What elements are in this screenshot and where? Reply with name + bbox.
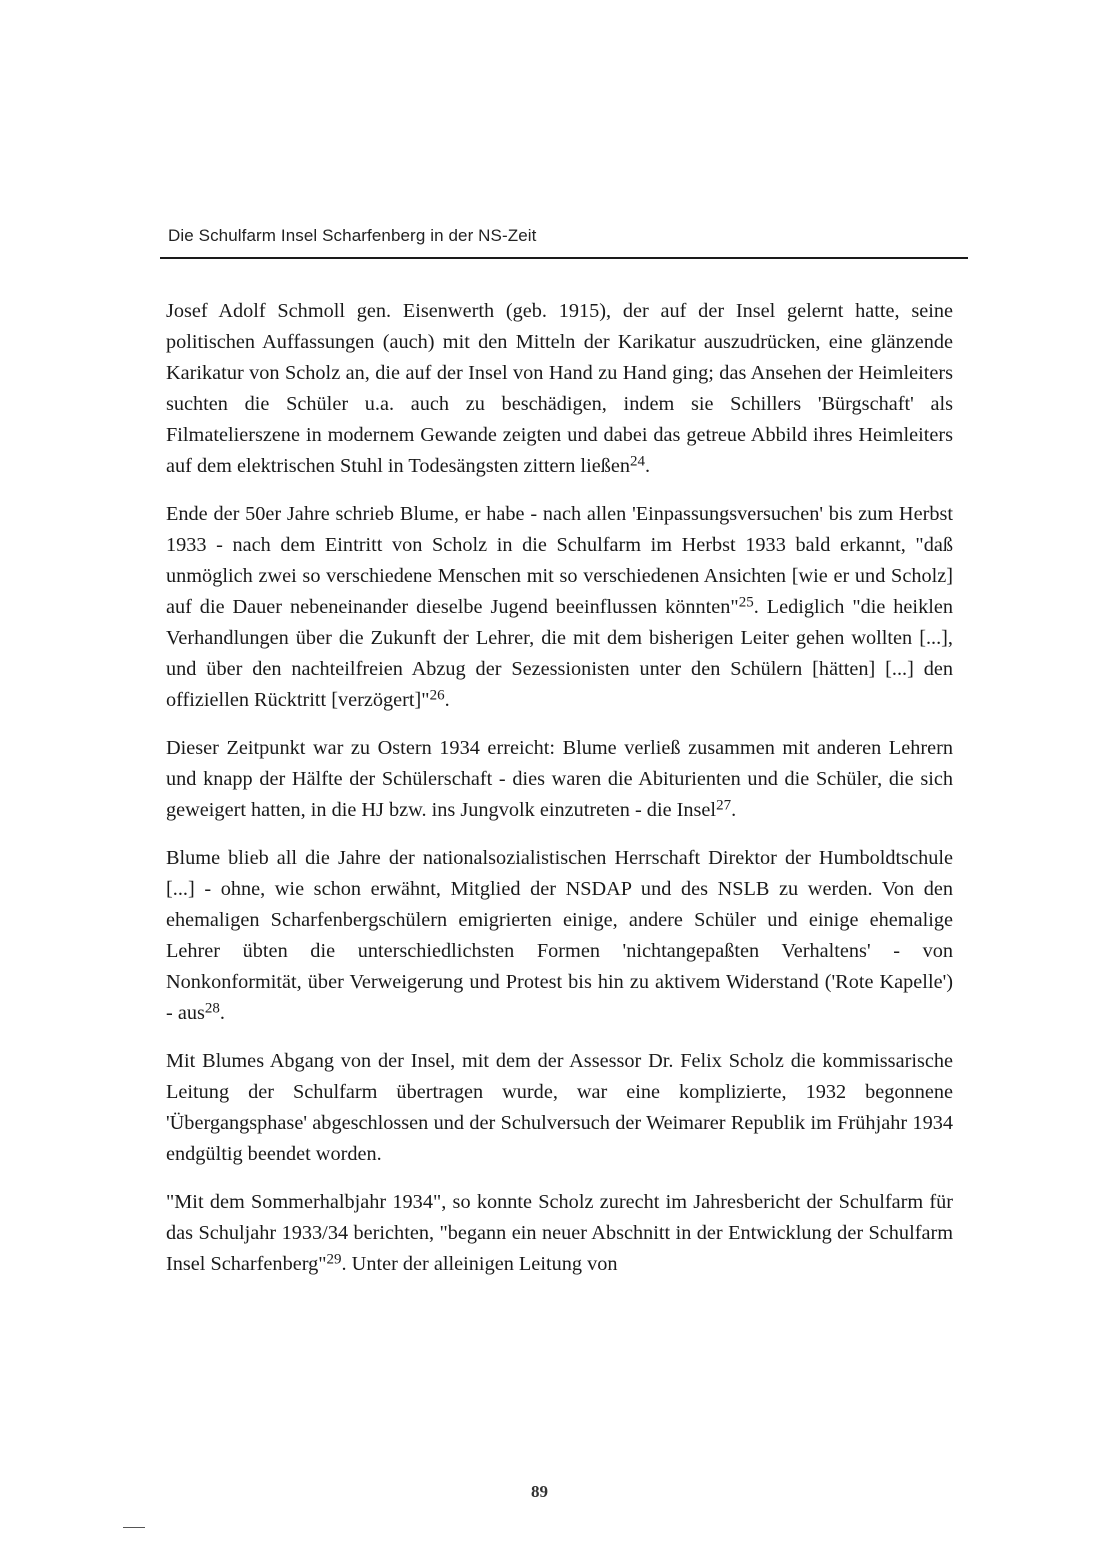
paragraph-tail: . <box>731 799 737 821</box>
paragraph-tail: . <box>644 455 651 477</box>
footnote-ref: 27 <box>716 797 732 814</box>
paragraph-text: Blume blieb all die Jahre der nationalsozialistischen Herrschaft Direktor der Humboldtschule [...] - ohne, wie schon erwähnt, Mitglied der NSDAP und des NSLB zu werden. Von den ehemaligen Scharfenbergschülern emigrierten einige, andere Schüler und einige ehemalige Lehrer übten die unterschiedlichsten Formen 'nichtangepaßten Verhaltens' - von Nonkonformität, über Verweigerung und Protest bis hin zu aktivem Widerstand ('Rote Kapelle') - aus <box>166 847 953 1024</box>
paragraph-text: . Unter der alleinigen Leitung von <box>341 1253 618 1275</box>
paragraph-text: Ende der 50er Jahre schrieb Blume, er habe - nach allen 'Einpassungsversuchen' bis zum Herbst 1933 - nach dem Eintritt von Scholz in die Schulfarm im Herbst 1933 bald erkannt, "daß unmöglich zwei so verschiedene Menschen mit so verschiedenen Ansichten [wie er und Scholz] auf die Dauer nebeneinander dieselbe Jugend beeinflussen könnten" <box>166 503 953 618</box>
footnote-ref: 29 <box>326 1251 342 1268</box>
footnote-ref: 25 <box>738 594 754 611</box>
paragraph-text: "Mit dem Sommerhalbjahr 1934", so konnte Scholz zurecht im Jahresbericht der Schulfarm für das Schuljahr 1933/34 berichten, "begann ein neuer Abschnitt in der Entwicklung der Schulfarm Insel Scharfenberg" <box>166 1191 953 1275</box>
footnote-ref: 28 <box>204 1000 220 1017</box>
paragraph-text: Mit Blumes Abgang von der Insel, mit dem der Assessor Dr. Felix Scholz die kommissarische Leitung der Schulfarm übertragen wurde, war eine komplizierte, 1932 begonnene 'Übergangsphase' abgeschlossen und der Schulversuch der Weimarer Republik im Frühjahr 1934 endgültig beendet worden. <box>166 1050 953 1165</box>
footnote-ref: 26 <box>429 687 445 704</box>
paragraph-tail: . <box>444 689 450 711</box>
running-header: Die Schulfarm Insel Scharfenberg in der NS-Zeit <box>168 226 537 245</box>
paragraph <box>166 1046 953 1170</box>
header-rule <box>160 257 968 259</box>
paragraph <box>166 296 953 482</box>
paragraph <box>166 499 953 716</box>
paragraph-text: Dieser Zeitpunkt war zu Ostern 1934 erreicht: Blume verließ zusammen mit anderen Lehrern und knapp der Hälfte der Schülerschaft - dies waren die Abiturienten und die Schüler, die sich geweigert hatten, in die HJ bzw. ins Jungvolk einzutreten - die Insel <box>166 737 953 821</box>
page-number: 89 <box>531 1482 548 1501</box>
paragraph <box>166 1187 953 1280</box>
paragraph-text: Josef Adolf Schmoll gen. Eisenwerth (geb. 1915), der auf der Insel gelernt hatte, seine politischen Auffassungen (auch) mit den Mitteln der Karikatur auszudrücken, eine glänzende Karikatur von Scholz an, die auf der Insel von Hand zu Hand ging; das Ansehen der Heimleiters suchten die Schüler u.a. auch zu beschädigen, indem sie Schillers 'Bürgschaft' als Filmatelierszene in modernem Gewande zeigten und dabei das getreue Abbild ihres Heimleiters auf dem elektrischen Stuhl in Todesängsten zittern ließen <box>166 300 953 477</box>
paragraph <box>166 733 953 826</box>
paragraph-text: . Lediglich "die heiklen Verhandlungen über die Zukunft der Lehrer, die mit dem bisherigen Leiter gehen wollten [...], und über den nachteilfreien Abzug der Sezessionisten unter den Schülern [hätten] [...] den offiziellen Rücktritt [verzögert]" <box>166 596 953 711</box>
paragraph-tail: . <box>219 1002 225 1024</box>
body-text <box>166 296 953 1297</box>
scan-artifact-mark <box>123 1527 145 1528</box>
footnote-ref: 24 <box>629 453 645 470</box>
paragraph <box>166 843 953 1029</box>
